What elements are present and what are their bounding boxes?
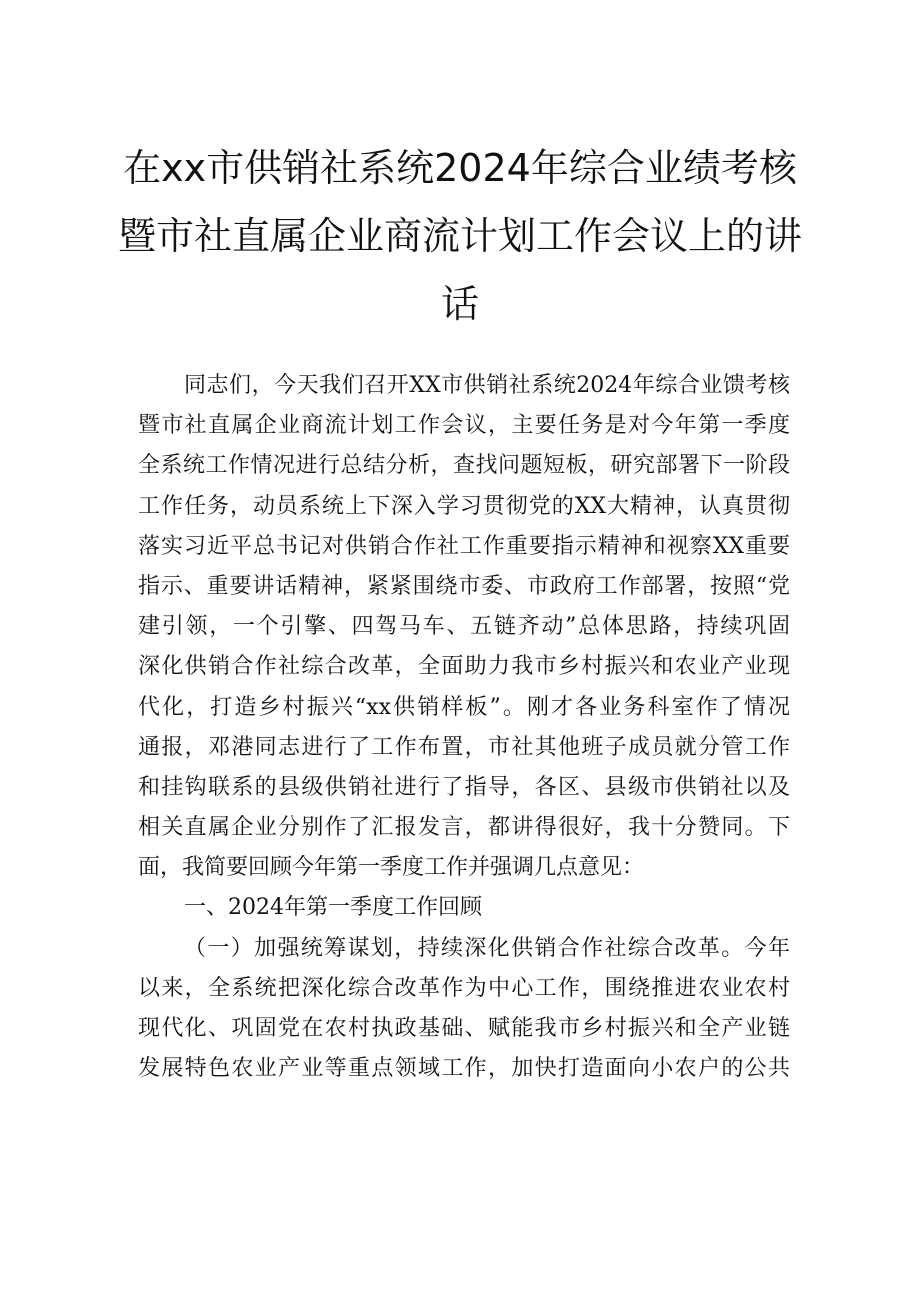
body-line: 相关直属企业分别作了汇报发言，都讲得很好，我十分赞同。下 xyxy=(138,815,790,841)
title-line-1: 在xx市供销社系统2024年综合业绩考核 xyxy=(123,146,797,190)
body-line: 深化供销合作社综合改革，全面助力我市乡村振兴和农业产业现 xyxy=(138,654,790,680)
body-line: 同志们，今天我们召开XX市供销社系统2024年综合业馈考核 xyxy=(184,373,790,398)
body-line: 面，我简要回顾今年第一季度工作并强调几点意见： xyxy=(138,855,645,881)
body-line: 全系统工作情况进行总结分析，查找问题短板，研究部署下一阶段 xyxy=(138,453,790,479)
body-line: 建引领，一个引擎、四驾马车、五链齐动”总体思路，持续巩固 xyxy=(138,614,790,640)
subsection-line: （一）加强统筹谋划，持续深化供销合作社综合改革。今年 xyxy=(184,935,790,961)
body-line: 和挂钩联系的县级供销社进行了指导，各区、县级市供销社以及 xyxy=(138,774,790,800)
document-title xyxy=(100,134,820,338)
body-line: 以来，全系统把深化综合改革作为中心工作，围绕推进农业农村 xyxy=(138,975,790,1001)
body-line: 通报，邓港同志进行了工作布置，市社其他班子成员就分管工作 xyxy=(138,734,790,760)
body-line: 落实习近平总书记对供销合作社工作重要指示精神和视察XX重要 xyxy=(138,533,790,559)
body-line: 代化，打造乡村振兴“xx供销样板”。刚才各业务科室作了情况 xyxy=(138,694,790,720)
body-line: 工作任务，动员系统上下深入学习贯彻党的XX大精神，认真贯彻 xyxy=(138,493,790,519)
title-line-3: 话 xyxy=(440,282,479,326)
body-line: 发展特色农业产业等重点领域工作，加快打造面向小农户的公共 xyxy=(138,1056,790,1082)
body-line: 暨市社直属企业商流计划工作会议，主要任务是对今年第一季度 xyxy=(138,413,790,439)
title-line-2: 暨市社直属企业商流计划工作会议上的讲 xyxy=(117,214,802,258)
document-body xyxy=(138,366,790,1089)
section-heading: 一、2024年第一季度工作回顾 xyxy=(184,895,482,921)
body-line: 现代化、巩固党在农村执政基础、赋能我市乡村振兴和全产业链 xyxy=(138,1016,790,1041)
body-line: 指示、重要讲话精神，紧紧围绕市委、市政府工作部署，按照“党 xyxy=(138,573,790,599)
